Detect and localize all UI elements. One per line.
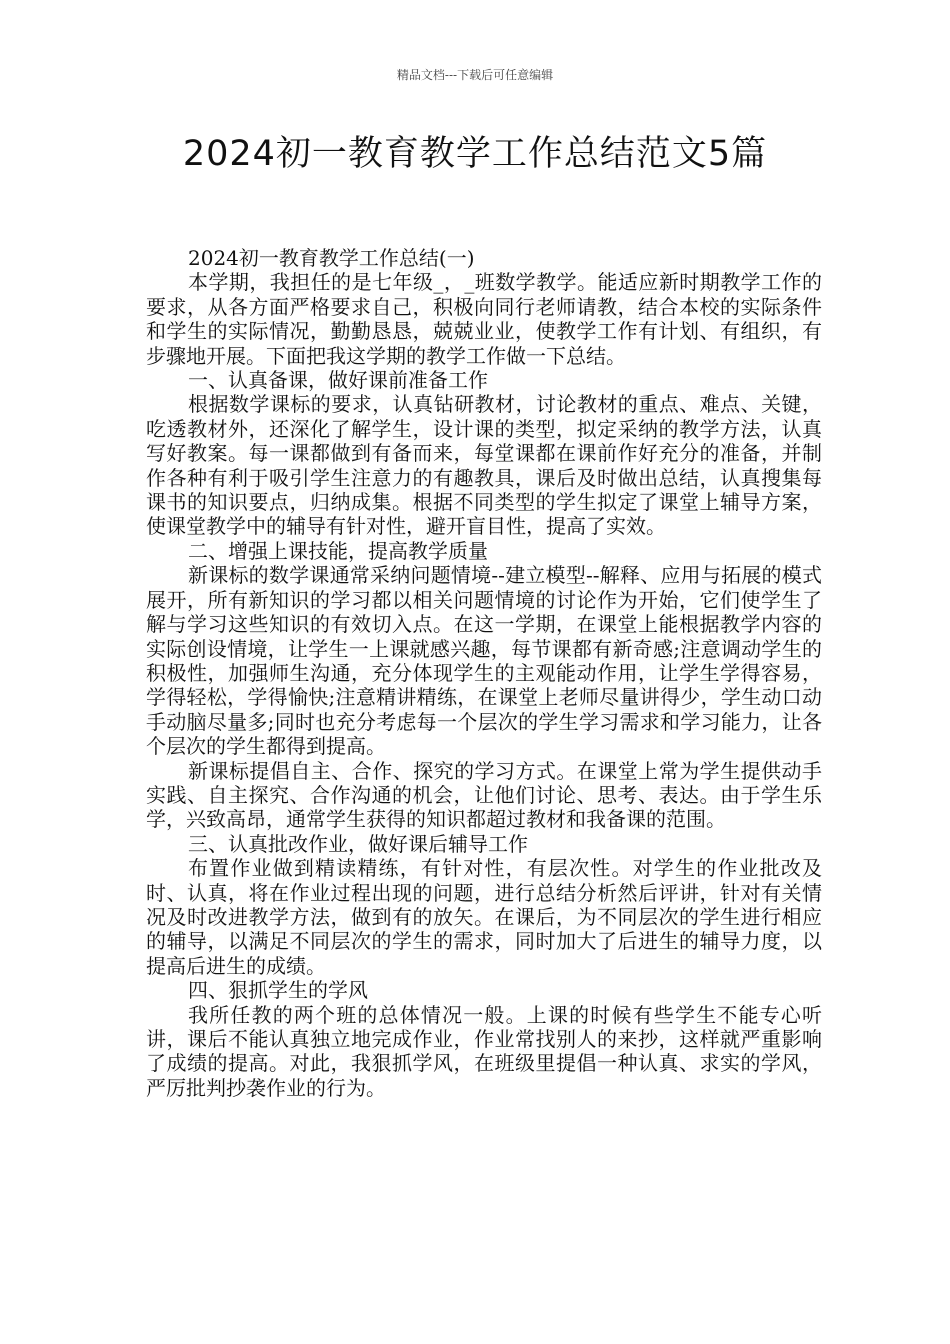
paragraph: 新课标的数学课通常采纳问题情境--建立模型--解释、应用与拓展的模式展开，所有新知识的学习都以相关问题情境的讨论作为开始，它们使学生了解与学习这些知识的有效切入点。在这一学期，在课堂上能根据教学内容的实际创设情境，让学生一上课就感兴趣，每节课都有新奇感;注意调动学生的积极性，加强师生沟通，充分体现学生的主观能动作用，让学生学得容易，学得轻松，学得愉快;注意精讲精练，在课堂上老师尽量讲得少，学生动口动手动脑尽量多;同时也充分考虑每一个层次的学生学习需求和学习能力，让各个层次的学生都得到提高。 [146, 563, 822, 759]
paragraph: 本学期，我担任的是七年级_，_班数学教学。能适应新时期教学工作的要求，从各方面严格要求自己，积极向同行老师请教，结合本校的实际条件和学生的实际情况，勤勤恳恳，兢兢业业，使教学工作有计划、有组织，有步骤地开展。下面把我这学期的教学工作做一下总结。 [146, 270, 822, 368]
paragraph: 根据数学课标的要求，认真钻研教材，讨论教材的重点、难点、关键，吃透教材外，还深化了解学生，设计课的类型，拟定采纳的教学方法，认真写好教案。每一课都做到有备而来，每堂课都在课前作好充分的准备，并制作各种有利于吸引学生注意力的有趣教具，课后及时做出总结，认真搜集每课书的知识要点，归纳成集。根据不同类型的学生拟定了课堂上辅导方案，使课堂教学中的辅导有针对性，避开盲目性，提高了实效。 [146, 392, 822, 539]
paragraph: 新课标提倡自主、合作、探究的学习方式。在课堂上常为学生提供动手实践、自主探究、合作沟通的机会，让他们讨论、思考、表达。由于学生乐学，兴致高昂，通常学生获得的知识都超过教材和我备课的范围。 [146, 758, 822, 832]
header-note: 精品文档---下载后可任意编辑 [396, 68, 554, 82]
section-heading: 二、增强上课技能，提高教学质量 [188, 538, 488, 563]
section-heading: 三、认真批改作业，做好课后辅导工作 [188, 831, 528, 856]
section-heading: 一、认真备课，做好课前准备工作 [188, 368, 488, 393]
section-heading: 2024初一教育教学工作总结(一) [188, 246, 475, 270]
paragraph: 我所任教的两个班的总体情况一般。上课的时候有些学生不能专心听讲，课后不能认真独立地完成作业，作业常找别人的来抄，这样就严重影响了成绩的提高。对此，我狠抓学风，在班级里提倡一种认真、求实的学风，严厉批判抄袭作业的行为。 [146, 1002, 822, 1100]
document-title: 2024初一教育教学工作总结范文5篇 [182, 134, 768, 174]
section-heading: 四、狠抓学生的学风 [188, 978, 368, 1003]
document-body [146, 246, 822, 1100]
paragraph: 布置作业做到精读精练，有针对性，有层次性。对学生的作业批改及时、认真，将在作业过程出现的问题，进行总结分析然后评讲，针对有关情况及时改进教学方法，做到有的放矢。在课后，为不同层次的学生进行相应的辅导，以满足不同层次的学生的需求，同时加大了后进生的辅导力度，以提高后进生的成绩。 [146, 856, 822, 978]
